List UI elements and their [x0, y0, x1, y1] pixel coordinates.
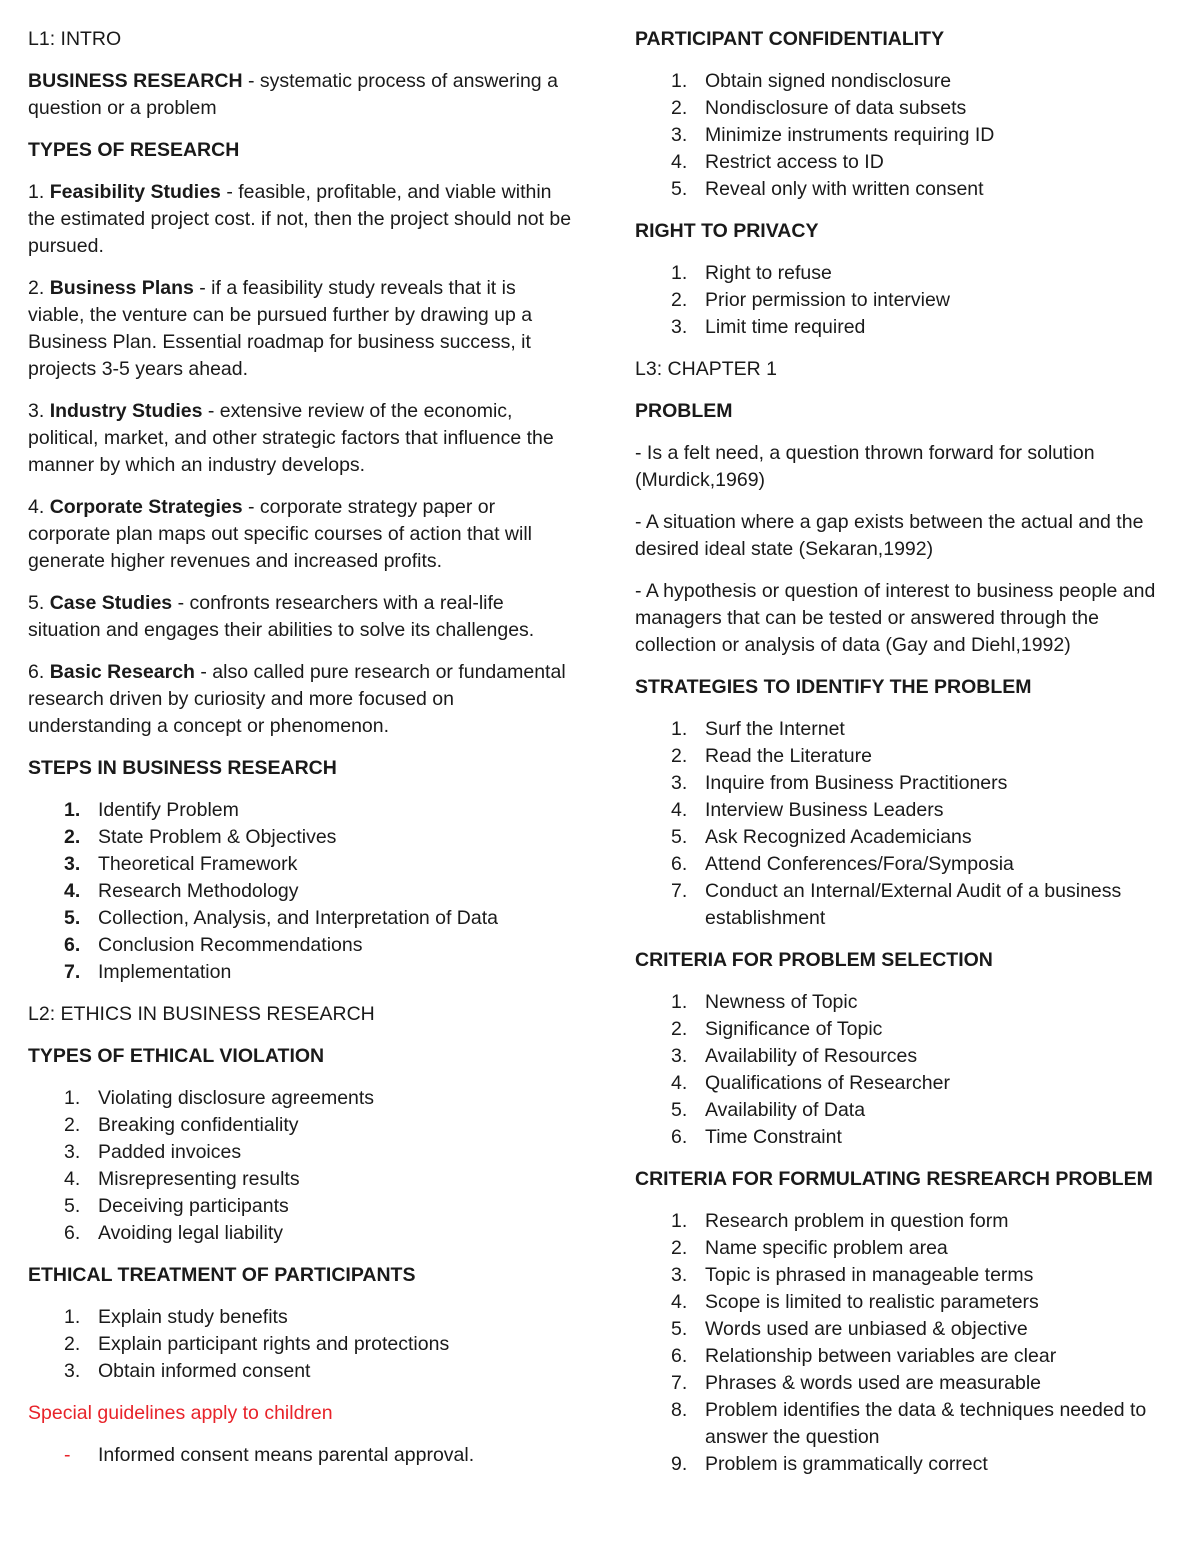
list-item-text: Ask Recognized Academicians	[705, 826, 972, 848]
list-item-number: 2.	[671, 1018, 688, 1040]
list-item	[28, 1442, 573, 1469]
list-item-number: 3.	[671, 772, 688, 794]
list-item-number: 3.	[64, 853, 81, 875]
list-item-text: Relationship between variables are clear	[705, 1345, 1057, 1367]
list-item	[635, 1097, 1180, 1124]
list-item-number: 5.	[64, 907, 81, 929]
list-item	[635, 716, 1180, 743]
list-item	[635, 95, 1180, 122]
left-column	[28, 26, 573, 1484]
list-item-text: Scope is limited to realistic parameters	[705, 1291, 1039, 1313]
list-item-text: Theoretical Framework	[98, 853, 298, 875]
list-item-text: Reveal only with written consent	[705, 178, 984, 200]
lesson-2-title: L2: ETHICS IN BUSINESS RESEARCH	[28, 1003, 375, 1025]
list-item-number: 4.	[671, 151, 688, 173]
definition: - systematic process of answering a question or a problem	[28, 70, 558, 119]
list-item-number: -	[64, 1444, 71, 1466]
list-item	[635, 770, 1180, 797]
list-item-text: Qualifications of Researcher	[705, 1072, 950, 1094]
list-item	[28, 1112, 573, 1139]
strategies-heading: STRATEGIES TO IDENTIFY THE PROBLEM	[635, 676, 1032, 698]
confidentiality-heading: PARTICIPANT CONFIDENTIALITY	[635, 28, 945, 50]
research-type-item	[28, 494, 573, 575]
list-item-text: Research Methodology	[98, 880, 299, 902]
list-item-number: 5.	[671, 826, 688, 848]
ethical-violation-list	[28, 1085, 573, 1247]
list-item-text: Avoiding legal liability	[98, 1222, 284, 1244]
list-item	[635, 149, 1180, 176]
list-item-number: 3.	[64, 1141, 81, 1163]
list-item-text: Significance of Topic	[705, 1018, 883, 1040]
list-item	[635, 1289, 1180, 1316]
list-item-text: Words used are unbiased & objective	[705, 1318, 1028, 1340]
list-item-number: 5.	[671, 1318, 688, 1340]
problem-definition: - Is a felt need, a question thrown forward for solution (Murdick,1969)	[635, 442, 1095, 491]
list-item-text: Implementation	[98, 961, 232, 983]
list-item	[28, 1304, 573, 1331]
children-guidelines-list	[28, 1442, 573, 1469]
list-item	[635, 824, 1180, 851]
privacy-heading: RIGHT TO PRIVACY	[635, 220, 819, 242]
list-item-text: Nondisclosure of data subsets	[705, 97, 967, 119]
list-item-number: 5.	[671, 178, 688, 200]
formulating-criteria-list	[635, 1208, 1180, 1478]
list-item-number: 1.	[671, 718, 688, 740]
list-item-number: 3.	[671, 1264, 688, 1286]
list-item-number: 1.	[671, 1210, 688, 1232]
list-item	[28, 1193, 573, 1220]
list-item	[28, 1085, 573, 1112]
term: Corporate Strategies	[49, 496, 243, 518]
list-item-number: 1.	[671, 262, 688, 284]
list-item	[28, 878, 573, 905]
list-item-text: Breaking confidentiality	[98, 1114, 299, 1136]
term: Basic Research	[49, 661, 195, 683]
list-item-text: Newness of Topic	[705, 991, 858, 1013]
types-of-research-heading: TYPES OF RESEARCH	[28, 139, 240, 161]
list-item-number: 1.	[671, 70, 688, 92]
list-item	[28, 851, 573, 878]
definition: - feasible, profitable, and viable within the estimated project cost. if not, then the project should not be pursued.	[28, 181, 572, 257]
list-item-number: 4.	[671, 799, 688, 821]
steps-heading: STEPS IN BUSINESS RESEARCH	[28, 757, 337, 779]
list-item	[635, 1208, 1180, 1235]
list-item-number: 3.	[671, 1045, 688, 1067]
strategies-list	[635, 716, 1180, 932]
list-item-number: 6.	[64, 1222, 81, 1244]
list-item-text: State Problem & Objectives	[98, 826, 337, 848]
list-item	[28, 797, 573, 824]
list-item-number: 1.	[671, 991, 688, 1013]
list-item-text: Research problem in question form	[705, 1210, 1009, 1232]
list-item	[635, 68, 1180, 95]
confidentiality-list	[635, 68, 1180, 203]
list-item	[635, 797, 1180, 824]
list-item-text: Topic is phrased in manageable terms	[705, 1264, 1034, 1286]
list-item-number: 1.	[64, 1087, 81, 1109]
list-item-number: 2.	[64, 1333, 81, 1355]
list-item	[635, 989, 1180, 1016]
list-item	[28, 1220, 573, 1247]
selection-criteria-list	[635, 989, 1180, 1151]
list-item-number: 3.	[64, 1360, 81, 1382]
problem-heading: PROBLEM	[635, 400, 733, 422]
list-item-number: 2.	[64, 826, 81, 848]
item-number: 3.	[28, 400, 50, 422]
list-item-text: Attend Conferences/Fora/Symposia	[705, 853, 1014, 875]
term: BUSINESS RESEARCH	[28, 70, 243, 92]
list-item	[635, 743, 1180, 770]
list-item-text: Explain study benefits	[98, 1306, 288, 1328]
list-item	[635, 1451, 1180, 1478]
term: Feasibility Studies	[49, 181, 221, 203]
list-item-text: Minimize instruments requiring ID	[705, 124, 995, 146]
item-number: 4.	[28, 496, 50, 518]
list-item	[28, 932, 573, 959]
list-item-number: 9.	[671, 1453, 688, 1475]
term: Case Studies	[49, 592, 173, 614]
ethical-violation-heading: TYPES OF ETHICAL VIOLATION	[28, 1045, 325, 1067]
ethical-treatment-list	[28, 1304, 573, 1385]
list-item	[635, 878, 1180, 932]
item-number: 5.	[28, 592, 50, 614]
business-research-definition	[28, 68, 573, 122]
ethical-treatment-heading: ETHICAL TREATMENT OF PARTICIPANTS	[28, 1264, 416, 1286]
list-item-number: 3.	[671, 316, 688, 338]
steps-list	[28, 797, 573, 986]
list-item	[635, 260, 1180, 287]
list-item	[28, 1331, 573, 1358]
list-item-number: 4.	[671, 1072, 688, 1094]
list-item-text: Informed consent means parental approval.	[98, 1444, 475, 1466]
list-item-text: Phrases & words used are measurable	[705, 1372, 1042, 1394]
privacy-list	[635, 260, 1180, 341]
item-number: 2.	[28, 277, 50, 299]
list-item-text: Explain participant rights and protections	[98, 1333, 450, 1355]
list-item-number: 6.	[671, 1126, 688, 1148]
list-item	[635, 1316, 1180, 1343]
list-item	[635, 1016, 1180, 1043]
list-item-number: 6.	[64, 934, 81, 956]
list-item-text: Obtain informed consent	[98, 1360, 311, 1382]
list-item-text: Availability of Resources	[705, 1045, 918, 1067]
list-item-number: 7.	[671, 1372, 688, 1394]
term: Business Plans	[49, 277, 194, 299]
list-item-number: 2.	[671, 745, 688, 767]
list-item-text: Collection, Analysis, and Interpretation of Data	[98, 907, 498, 929]
list-item-text: Violating disclosure agreements	[98, 1087, 375, 1109]
list-item-text: Limit time required	[705, 316, 866, 338]
list-item-text: Right to refuse	[705, 262, 832, 284]
list-item-number: 2.	[671, 289, 688, 311]
definition: - corporate strategy paper or corporate plan maps out specific courses of action that will generate higher revenues and increased profits.	[28, 496, 533, 572]
list-item-number: 1.	[64, 799, 81, 821]
list-item-number: 4.	[64, 1168, 81, 1190]
list-item-number: 6.	[671, 1345, 688, 1367]
list-item-number: 2.	[671, 97, 688, 119]
list-item-number: 3.	[671, 124, 688, 146]
list-item-text: Conclusion Recommendations	[98, 934, 363, 956]
list-item-number: 5.	[671, 1099, 688, 1121]
list-item-text: Obtain signed nondisclosure	[705, 70, 952, 92]
list-item-text: Problem is grammatically correct	[705, 1453, 988, 1475]
list-item-number: 8.	[671, 1399, 688, 1421]
list-item	[28, 1139, 573, 1166]
list-item-text: Padded invoices	[98, 1141, 242, 1163]
list-item	[635, 1343, 1180, 1370]
research-type-item	[28, 398, 573, 479]
list-item-text: Read the Literature	[705, 745, 872, 767]
item-number: 1.	[28, 181, 50, 203]
list-item-text: Deceiving participants	[98, 1195, 289, 1217]
list-item	[28, 905, 573, 932]
selection-criteria-heading: CRITERIA FOR PROBLEM SELECTION	[635, 949, 993, 971]
list-item-text: Inquire from Business Practitioners	[705, 772, 1008, 794]
list-item	[635, 1370, 1180, 1397]
list-item	[635, 122, 1180, 149]
research-type-item	[28, 590, 573, 644]
definition: - confronts researchers with a real-life situation and engages their abilities to solve its challenges.	[28, 592, 535, 641]
list-item	[635, 851, 1180, 878]
list-item	[635, 1262, 1180, 1289]
list-item-text: Interview Business Leaders	[705, 799, 944, 821]
list-item-number: 6.	[671, 853, 688, 875]
list-item-text: Restrict access to ID	[705, 151, 884, 173]
list-item-number: 2.	[671, 1237, 688, 1259]
list-item-number: 5.	[64, 1195, 81, 1217]
definition: - extensive review of the economic, political, market, and other strategic factors that influence the manner by which an industry develops.	[28, 400, 554, 476]
list-item	[28, 1358, 573, 1385]
lesson-3-title: L3: CHAPTER 1	[635, 358, 777, 380]
problem-definition: - A hypothesis or question of interest to business people and managers that can be tested or answered through the collection or analysis of data (Gay and Diehl,1992)	[635, 580, 1156, 656]
list-item-text: Conduct an Internal/External Audit of a business establishment	[705, 880, 1122, 929]
definition: - also called pure research or fundamental research driven by curiosity and more focused on understanding a concept or phenomenon.	[28, 661, 566, 737]
list-item-text: Availability of Data	[705, 1099, 866, 1121]
right-column	[635, 26, 1180, 1493]
list-item-text: Time Constraint	[705, 1126, 842, 1148]
problem-definition: - A situation where a gap exists between the actual and the desired ideal state (Sekaran,1992)	[635, 511, 1144, 560]
term: Industry Studies	[49, 400, 203, 422]
list-item	[635, 287, 1180, 314]
list-item	[635, 1070, 1180, 1097]
list-item	[635, 1124, 1180, 1151]
list-item	[635, 1235, 1180, 1262]
list-item-number: 2.	[64, 1114, 81, 1136]
research-type-item	[28, 275, 573, 383]
list-item-text: Misrepresenting results	[98, 1168, 300, 1190]
list-item	[28, 1166, 573, 1193]
research-type-item	[28, 659, 573, 740]
research-type-item	[28, 179, 573, 260]
list-item-text: Surf the Internet	[705, 718, 845, 740]
children-guidelines-note: Special guidelines apply to children	[28, 1402, 333, 1424]
list-item	[635, 1397, 1180, 1451]
list-item-number: 7.	[64, 961, 81, 983]
list-item	[28, 959, 573, 986]
list-item	[635, 176, 1180, 203]
formulating-criteria-heading: CRITERIA FOR FORMULATING RESREARCH PROBLEM	[635, 1168, 1153, 1190]
list-item-number: 4.	[64, 880, 81, 902]
list-item	[635, 314, 1180, 341]
list-item	[28, 824, 573, 851]
item-number: 6.	[28, 661, 50, 683]
list-item-number: 7.	[671, 880, 688, 902]
list-item-text: Problem identifies the data & techniques needed to answer the question	[705, 1399, 1147, 1448]
list-item-text: Prior permission to interview	[705, 289, 950, 311]
list-item-number: 1.	[64, 1306, 81, 1328]
definition: - if a feasibility study reveals that it is viable, the venture can be pursued further by drawing up a Business Plan. Essential roadmap for business success, it projects 3-5 years ahead.	[28, 277, 533, 380]
list-item-text: Identify Problem	[98, 799, 239, 821]
list-item	[635, 1043, 1180, 1070]
lesson-1-title: L1: INTRO	[28, 28, 122, 50]
list-item-number: 4.	[671, 1291, 688, 1313]
list-item-text: Name specific problem area	[705, 1237, 948, 1259]
